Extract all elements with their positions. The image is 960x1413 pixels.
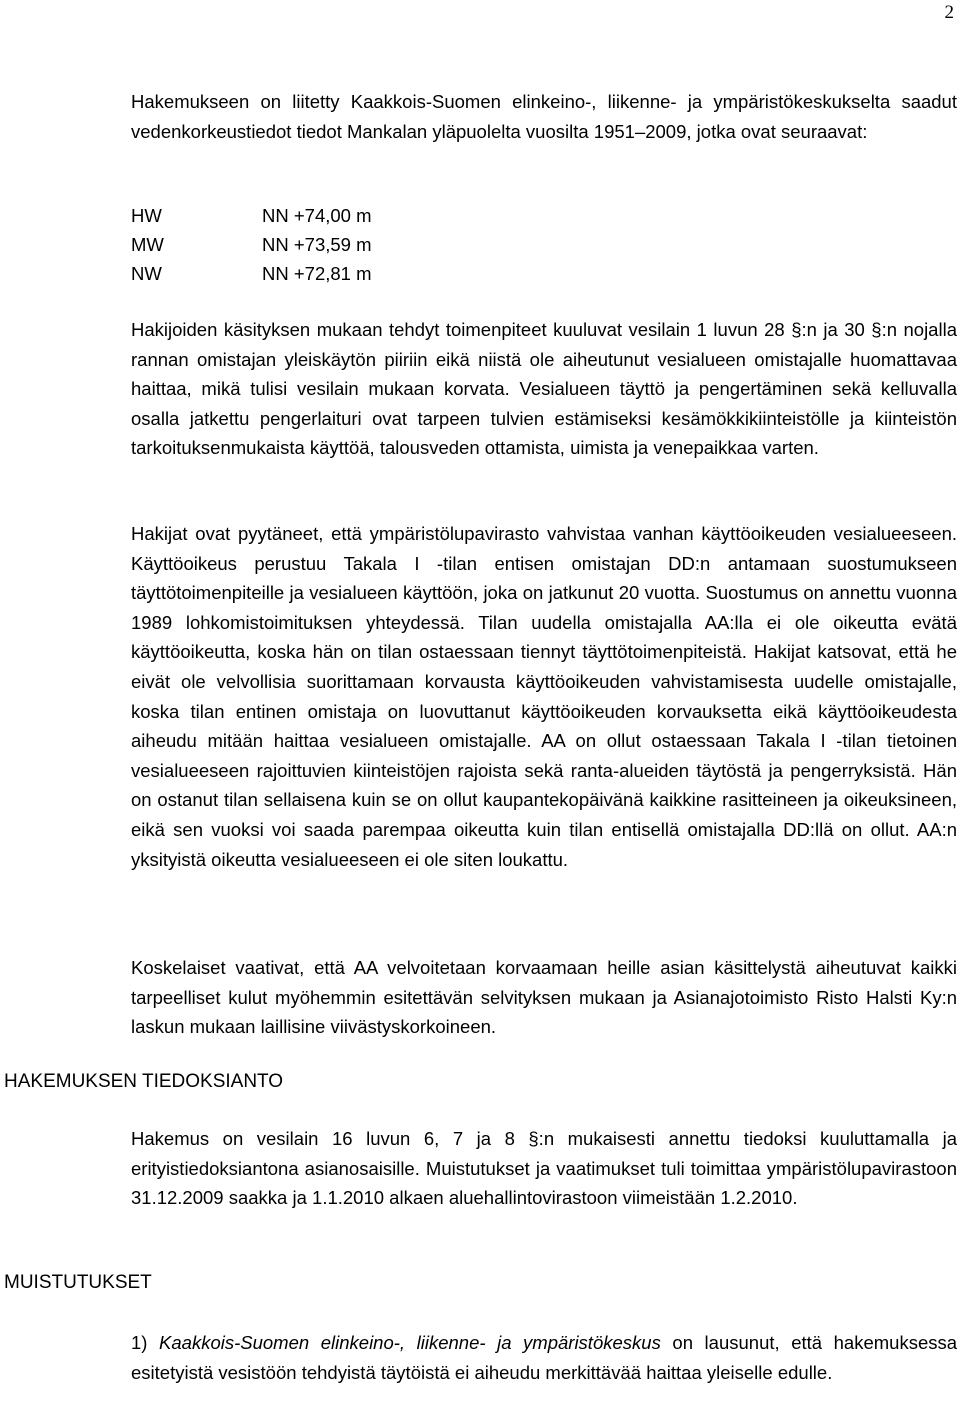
applicants-view-paragraph: Hakijoiden käsityksen mukaan tehdyt toimenpiteet kuuluvat vesilain 1 luvun 28 §:n ja 30 §:n nojalla rannan omistajan yleiskäytön piiriin eikä niistä ole aiheutunut vesialueen omistajalle huomattavaa haittaa, mikä tulisi vesilain mukaan korvata. Vesialueen täyttö ja pengertäminen sekä kelluvalla osalla jatkettu pengerlaituri ovat tarpeen tulvien estämiseksi kesämökkikiinteistölle ja kiinteistön tarkoituksenmukaista käyttöä, talousveden ottamista, uimista ja venepaikkaa varten. xyxy=(131,319,957,459)
water-level-label: NW xyxy=(131,263,162,284)
intro-paragraph: Hakemukseen on liitetty Kaakkois-Suomen elinkeino-, liikenne- ja ympäristökeskukselta saadut vedenkorkeustiedot tiedot Mankalan yläpuolelta vuosilta 1951–2009, jotka ovat seuraavat: xyxy=(131,91,957,142)
usage-right-paragraph: Hakijat ovat pyytäneet, että ympäristölupavirasto vahvistaa vanhan käyttöoikeuden vesialueeseen. Käyttöoikeus perustuu Takala I -tilan entisen omistajan DD:n antamaan suostumukseen täyttötoimenpiteille ja vesialueen käyttöön, joka on jatkunut 20 vuotta. Suostumus on annettu vuonna 1989 lohkomistoimituksen yhteydessä. Tilan uudella omistajalla AA:lla ei ole oikeutta evätä käyttöoikeutta, koska hän on tilan ostaessaan tiennyt täyttötoimenpiteistä. Hakijat katsovat, että he eivät ole velvollisia suorittamaan korvausta käyttöoikeuden vahvistamisesta uudelle omistajalle, koska tilan entinen omistaja on luovuttanut käyttöoikeuden korvauksetta eikä käyttöoikeudesta aiheudu mitään haittaa vesialueen omistajalle. AA on ollut ostaessaan Takala I -tilan tietoinen vesialueeseen rajoittuvien kiinteistöjen rajoista sekä ranta-alueiden täytöstä ja pengerryksistä. Hän on ostanut tilan sellaisena kuin se on ollut kaupantekopäivänä kaikkine rasitteineen ja oikeuksineen, eikä sen vuoksi voi saada parempaa oikeutta kuin tilan entisellä omistajalla DD:llä on ollut. AA:n yksityistä oikeutta vesialueeseen ei ole siten loukattu. xyxy=(131,523,957,870)
remark-text: on lausunut, että hakemuksessa esitetyistä vesistöön tehdyistä täytöistä ei aiheudu merkittävää haittaa yleiselle edulle. xyxy=(131,1332,958,1383)
water-level-value: NN +74,00 m xyxy=(262,205,372,226)
water-level-label: MW xyxy=(131,234,164,255)
koskelaiset-claim-paragraph: Koskelaiset vaativat, että AA velvoitetaan korvaamaan heille asian käsittelystä aiheutuvat kaikki tarpeelliset kulut myöhemmin esitettävän selvityksen mukaan ja Asianajotoimisto Risto Halsti Ky:n laskun mukaan laillisine viivästyskorkoineen. xyxy=(131,957,957,1038)
remark-number: 1) xyxy=(131,1332,148,1353)
section-heading-remarks: MUISTUTUKSET xyxy=(4,1272,152,1293)
water-level-value: NN +73,59 m xyxy=(262,234,372,255)
section-heading-notification: HAKEMUKSEN TIEDOKSIANTO xyxy=(4,1071,284,1092)
water-level-value: NN +72,81 m xyxy=(262,263,372,284)
remark-1 xyxy=(131,1328,957,1387)
remark-entity: Kaakkois-Suomen elinkeino-, liikenne- ja ympäristökeskus xyxy=(159,1332,661,1353)
notification-paragraph: Hakemus on vesilain 16 luvun 6, 7 ja 8 §:n mukaisesti annettu tiedoksi kuuluttamalla ja erityistiedoksiantona asianosaisille. Muistutukset ja vaatimukset tuli toimittaa ympäristölupavirastoon 31.12.2009 saakka ja 1.1.2010 alkaen aluehallintovirastoon viimeistään 1.2.2010. xyxy=(131,1128,957,1209)
page-number: 2 xyxy=(944,2,954,23)
water-level-label: HW xyxy=(131,205,162,226)
